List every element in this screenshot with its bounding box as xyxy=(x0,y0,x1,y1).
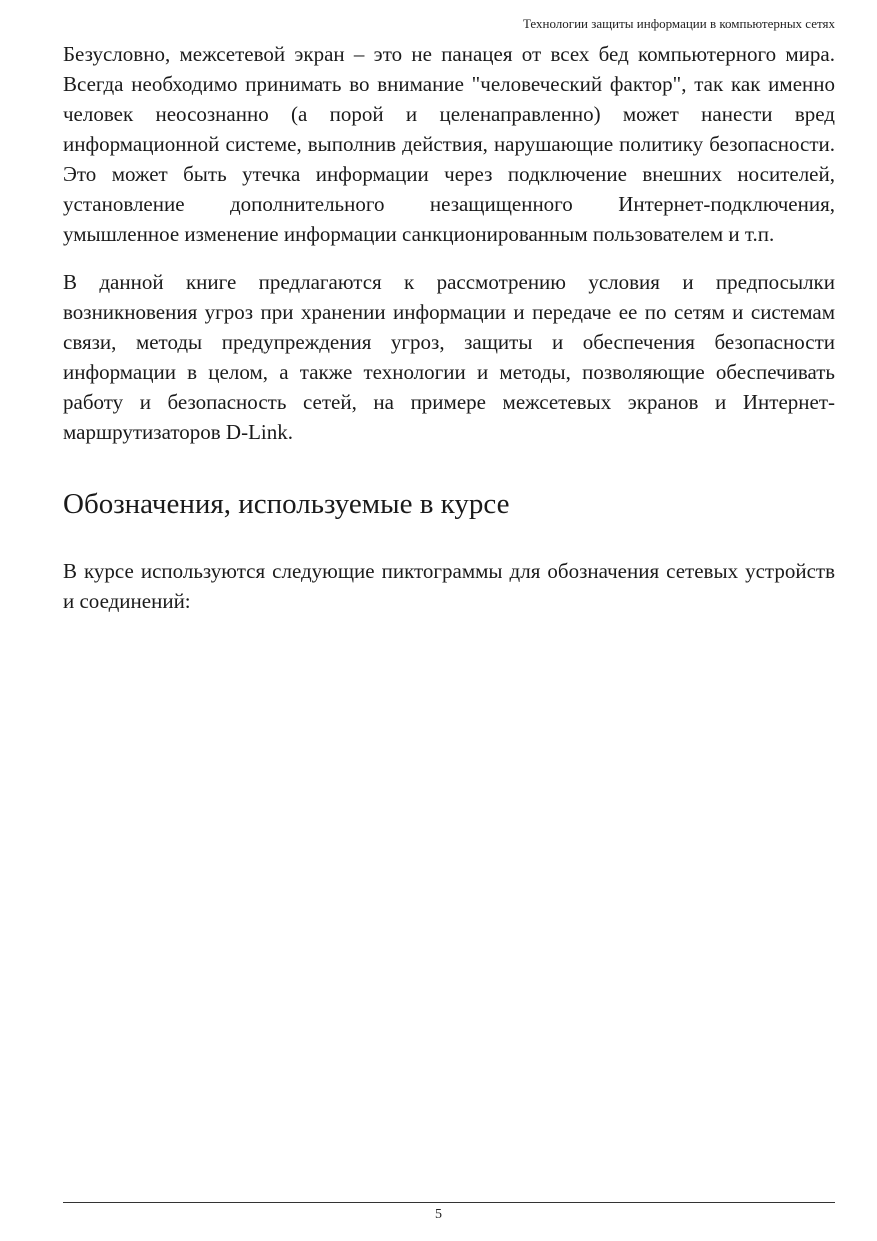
footer-divider xyxy=(63,1202,835,1203)
running-header: Технологии защиты информации в компьютерных сетях xyxy=(522,16,835,31)
body-paragraph-3: В курсе используются следующие пиктограммы для обозначения сетевых устройств и соединений: xyxy=(63,559,835,613)
page-number: 5 xyxy=(435,1207,442,1222)
body-paragraph-1: Безусловно, межсетевой экран – это не панацея от всех бед компьютерного мира. Всегда необходимо принимать во внимание "человеческий фактор", так как именно человек неосознанно (а порой и целенаправленно) может нанести вред информационной системе, выполнив действия, нарушающие политику безопасности. Это может быть утечка информации через подключение внешних носителей, установление дополнительного незащищенного Интернет-подключения, умышленное изменение информации санкционированным пользователем и т.п. xyxy=(63,42,835,246)
body-paragraph-2: В данной книге предлагаются к рассмотрению условия и предпосылки возникновения угроз при хранении информации и передаче ее по сетям и системам связи, методы предупреждения угроз, защиты и обеспечения безопасности информации в целом, а также технологии и методы, позволяющие обеспечивать работу и безопасность сетей, на примере межсетевых экранов и Интернет-маршрутизаторов D-Link. xyxy=(63,270,835,444)
section-title: Обозначения, используемые в курсе xyxy=(63,488,510,520)
page-content xyxy=(63,39,835,616)
